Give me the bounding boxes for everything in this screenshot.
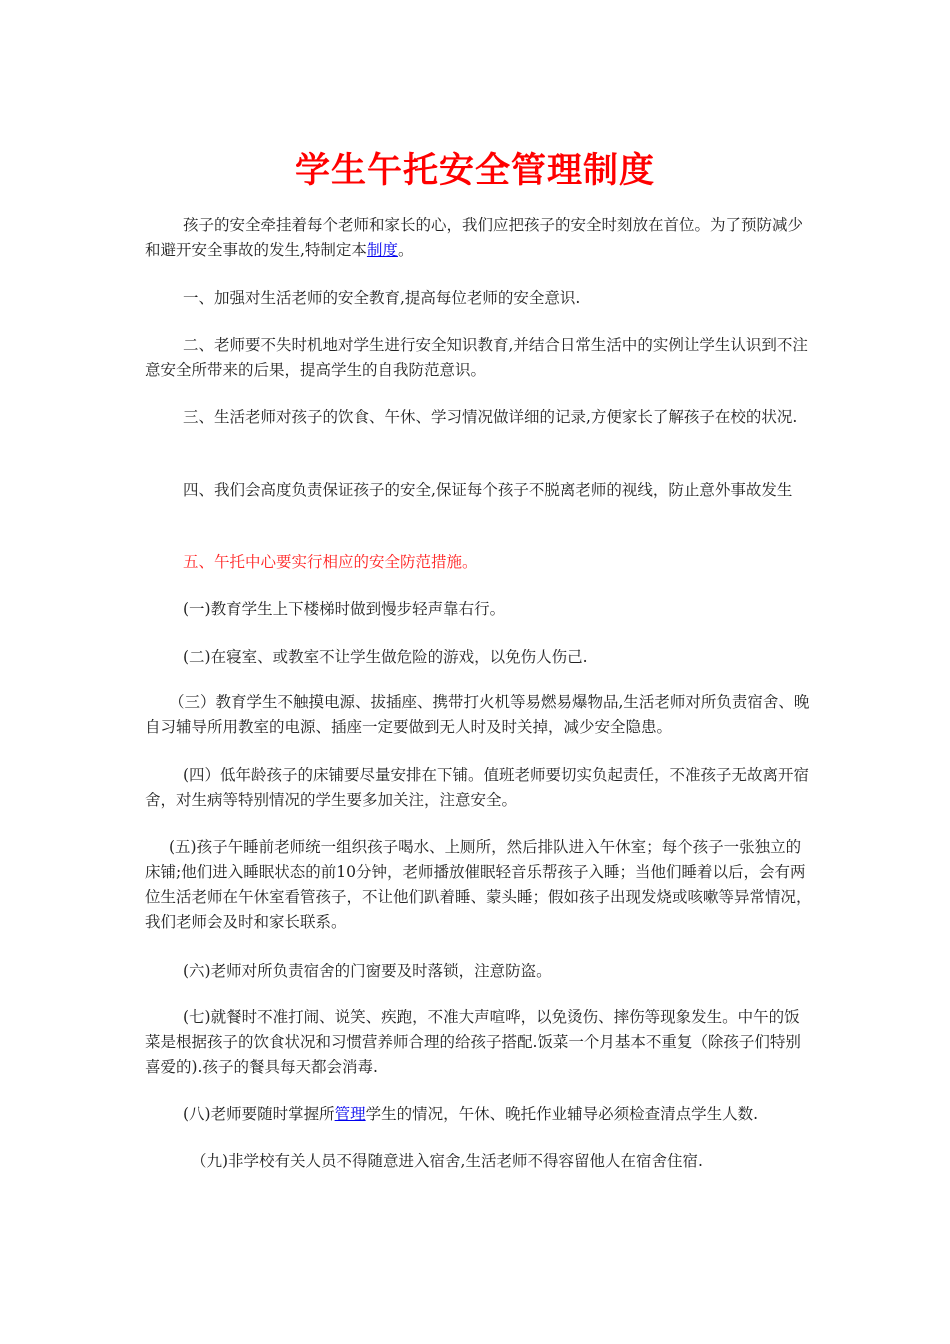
subsection-8-text-end: 学生的情况，午休、晚托作业辅导必须检查清点学生人数. xyxy=(365,1105,759,1123)
subsection-2: (二)在寝室、或教室不让学生做危险的游戏，以免伤人伤己. xyxy=(183,648,588,666)
subsection-6: (六)老师对所负责宿舍的门窗要及时落锁，注意防盗。 xyxy=(183,962,552,980)
subsection-9: （九)非学校有关人员不得随意进入宿舍,生活老师不得容留他人在宿舍住宿. xyxy=(191,1152,703,1170)
subsection-8-text: (八)老师要随时掌握所 xyxy=(183,1105,335,1123)
section-item-2: 二、老师要不失时机地对学生进行安全知识教育,并结合日常生活中的实例让学生认识到不注意安全所带来的后果，提高学生的自我防范意识。 xyxy=(145,336,808,379)
subsection-8-link-guanli[interactable]: 管理 xyxy=(334,1105,366,1123)
section-item-5-heading: 五、午托中心要实行相应的安全防范措施。 xyxy=(183,553,478,571)
subsection-3: （三）教育学生不触摸电源、拔插座、携带打火机等易燃易爆物品,生活老师对所负责宿舍、晚自习辅导所用教室的电源、插座一定要做到无人时及时关掉，减少安全隐患。 xyxy=(145,693,810,736)
section-item-4: 四、我们会高度负责保证孩子的安全,保证每个孩子不脱离老师的视线，防止意外事故发生 xyxy=(183,481,793,499)
intro-paragraph xyxy=(145,213,815,263)
intro-text: 孩子的安全牵挂着每个老师和家长的心，我们应把孩子的安全时刻放在首位。为了预防减少和避开安全事故的发生,特制定本 xyxy=(145,216,804,259)
intro-link-zhidu[interactable]: 制度 xyxy=(366,241,398,259)
subsection-7: (七)就餐时不准打闹、说笑、疾跑，不准大声喧哗，以免烫伤、摔伤等现象发生。中午的饭菜是根据孩子的饮食状况和习惯营养师合理的给孩子搭配.饭菜一个月基本不重复（除孩子们特别喜爱的).孩子的餐具每天都会消毒. xyxy=(145,1008,801,1076)
subsection-4: (四）低年龄孩子的床铺要尽量安排在下铺。值班老师要切实负起责任，不准孩子无故离开宿舍，对生病等特别情况的学生要多加关注，注意安全。 xyxy=(145,766,810,809)
subsection-5: (五)孩子午睡前老师统一组织孩子喝水、上厕所，然后排队进入午休室；每个孩子一张独立的床铺;他们进入睡眠状态的前10分钟，老师播放催眠轻音乐帮孩子入睡；当他们睡着以后，会有两位生活老师在午休室看管孩子，不让他们趴着睡、蒙头睡；假如孩子出现发烧或咳嗽等异常情况，我们老师会及时和家长联系。 xyxy=(145,838,812,931)
subsection-8 xyxy=(145,1102,815,1127)
subsection-1: (一)教育学生上下楼梯时做到慢步轻声靠右行。 xyxy=(183,600,506,618)
intro-text-end: 。 xyxy=(397,241,414,259)
document-title: 学生午托安全管理制度 xyxy=(294,151,655,191)
section-item-3: 三、生活老师对孩子的饮食、午休、学习情况做详细的记录,方便家长了解孩子在校的状况. xyxy=(183,408,798,426)
section-item-1: 一、加强对生活老师的安全教育,提高每位老师的安全意识. xyxy=(183,289,581,307)
